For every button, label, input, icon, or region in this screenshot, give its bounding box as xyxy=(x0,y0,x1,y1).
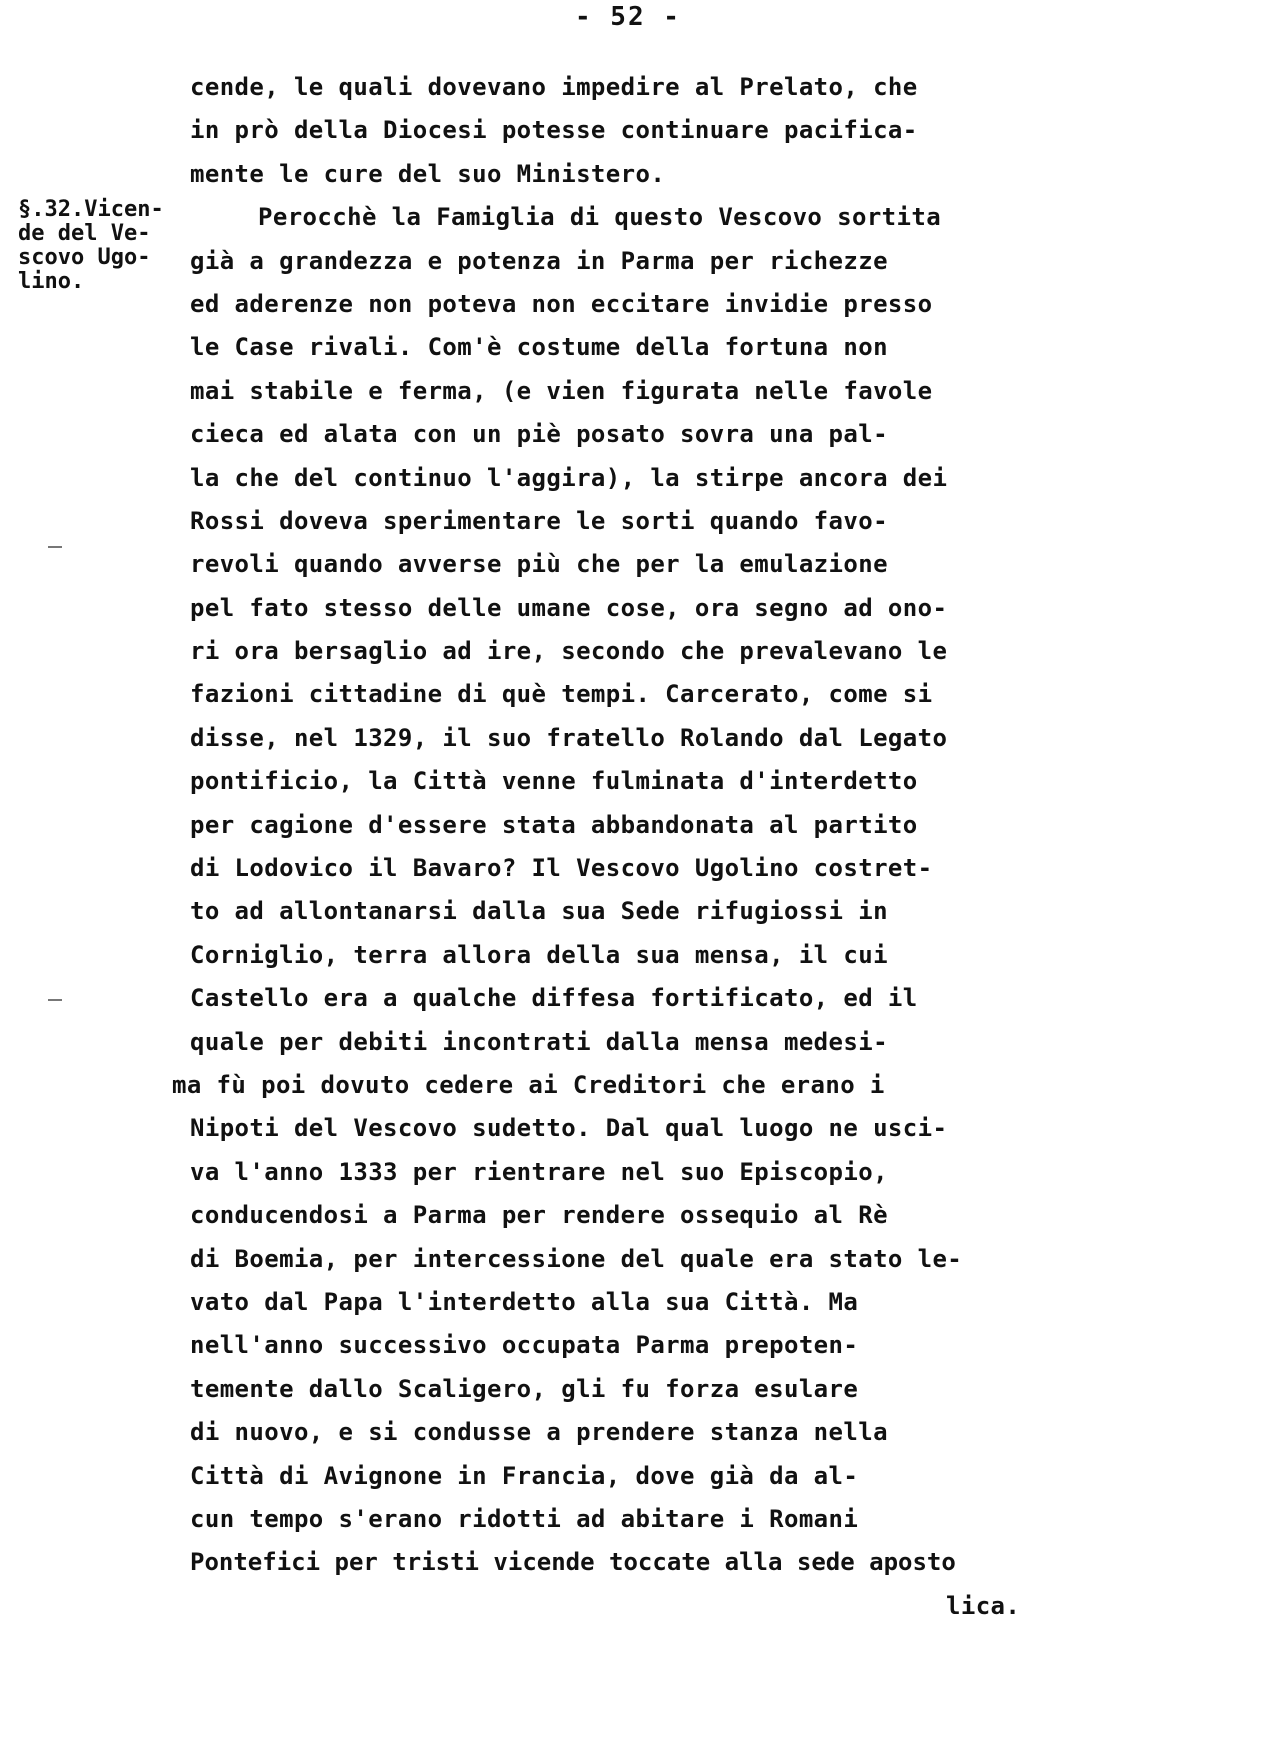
text-line: Nipoti del Vescovo sudetto. Dal qual luogo ne usci- xyxy=(190,1114,948,1143)
text-line: Corniglio, terra allora della sua mensa, il cui xyxy=(190,940,888,969)
margin-note-line: de del Ve- xyxy=(18,221,151,246)
text-line: già a grandezza e potenza in Parma per richezze xyxy=(190,246,888,275)
text-line: Castello era a qualche diffesa fortificato, ed il xyxy=(190,984,918,1013)
text-line: pontificio, la Città venne fulminata d'interdetto xyxy=(190,767,918,796)
text-line: fazioni cittadine di què tempi. Carcerato, come si xyxy=(190,680,933,709)
text-line: Rossi doveva sperimentare le sorti quando favo- xyxy=(190,506,888,535)
margin-note-line: lino. xyxy=(18,269,85,294)
body-text xyxy=(172,66,1050,1628)
text-line: in prò della Diocesi potesse continuare pacifica- xyxy=(190,116,918,145)
text-line: cun tempo s'erano ridotti ad abitare i Romani xyxy=(190,1504,859,1533)
text-line: di nuovo, e si condusse a prendere stanza nella xyxy=(190,1418,888,1447)
text-line: ed aderenze non poteva non eccitare invidie presso xyxy=(190,289,933,318)
margin-tick-mark xyxy=(48,999,62,1001)
text-line: revoli quando avverse più che per la emulazione xyxy=(190,550,888,579)
text-line: ri ora bersaglio ad ire, secondo che prevalevano le xyxy=(190,637,948,666)
text-line: cieca ed alata con un piè posato sovra una pal- xyxy=(190,420,888,449)
margin-tick-mark xyxy=(48,546,62,548)
text-line: temente dallo Scaligero, gli fu forza esulare xyxy=(190,1374,859,1403)
text-line: per cagione d'essere stata abbandonata al partito xyxy=(190,810,918,839)
text-line: quale per debiti incontrati dalla mensa medesi- xyxy=(190,1027,888,1056)
text-line: nell'anno successivo occupata Parma prepoten- xyxy=(190,1331,859,1360)
page-number: - 52 - xyxy=(575,2,681,32)
text-line: Perocchè la Famiglia di questo Vescovo sortita xyxy=(258,203,942,232)
text-line: la che del continuo l'aggira), la stirpe ancora dei xyxy=(190,463,948,492)
text-line: disse, nel 1329, il suo fratello Rolando dal Legato xyxy=(190,723,948,752)
text-line: Città di Avignone in Francia, dove già da al- xyxy=(190,1461,859,1490)
margin-note xyxy=(18,198,208,294)
text-line: conducendosi a Parma per rendere ossequio al Rè xyxy=(190,1201,888,1230)
margin-note-line: scovo Ugo- xyxy=(18,245,151,270)
text-line: to ad allontanarsi dalla sua Sede rifugiossi in xyxy=(190,897,888,926)
text-line: va l'anno 1333 per rientrare nel suo Episcopio, xyxy=(190,1157,888,1186)
text-line: pel fato stesso delle umane cose, ora segno ad ono- xyxy=(190,593,948,622)
text-line: di Boemia, per intercessione del quale era stato le- xyxy=(190,1244,963,1273)
margin-note-line: §.32.Vicen- xyxy=(18,197,164,222)
text-line: ma fù poi dovuto cedere ai Creditori che erano i xyxy=(172,1070,885,1099)
text-line: le Case rivali. Com'è costume della fortuna non xyxy=(190,333,888,362)
text-line: Pontefici per tristi vicende toccate alla sede aposto xyxy=(190,1548,956,1577)
text-line: mente le cure del suo Ministero. xyxy=(190,159,666,188)
text-line: mai stabile e ferma, (e vien figurata nelle favole xyxy=(190,376,933,405)
text-line: cende, le quali dovevano impedire al Prelato, che xyxy=(190,73,918,101)
text-line: lica. xyxy=(946,1591,1021,1620)
text-line: vato dal Papa l'interdetto alla sua Città. Ma xyxy=(190,1287,859,1316)
text-line: di Lodovico il Bavaro? Il Vescovo Ugolino costret- xyxy=(190,854,933,883)
